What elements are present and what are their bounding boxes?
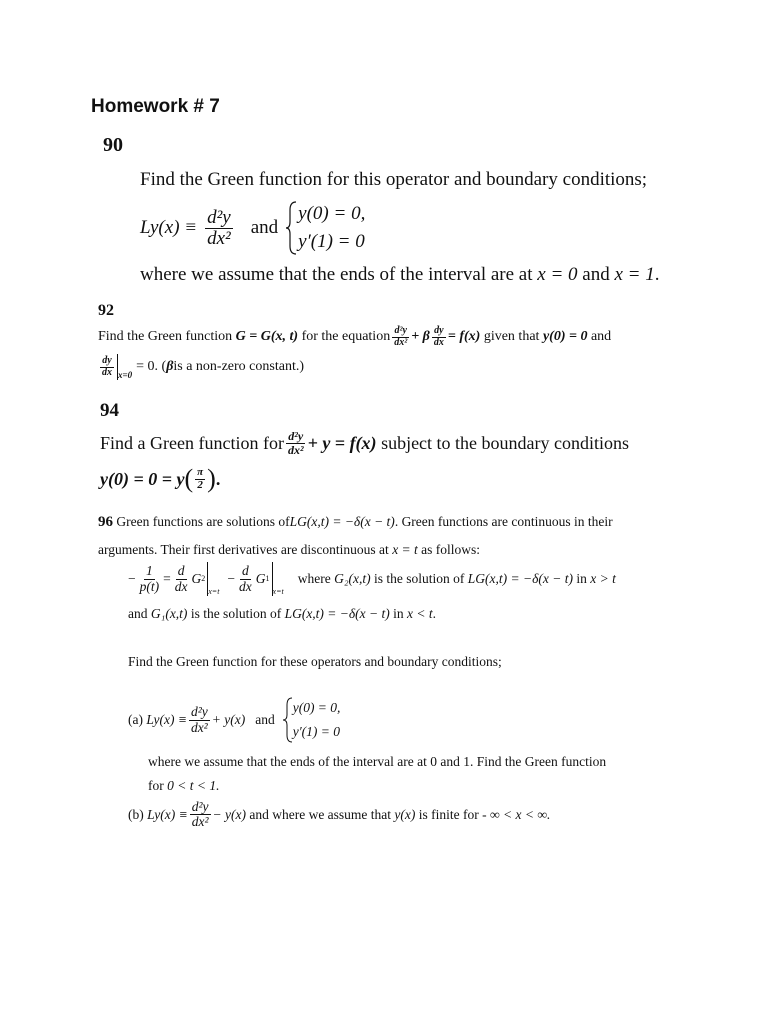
problem-96-line2: arguments. Their first derivatives are discontinuous at x = t as follows: [98,542,481,557]
page-title: Homework # 7 [91,96,220,117]
problem-90-prompt: Find the Green function for this operator and boundary conditions; [140,169,648,190]
problem-92-line1: Find the Green function G = G(x, t) for the equation $\frac{\text{d²y}}{\text{dx²}}$ + β $\frac{dy}{dx}$ = f(x) given that y(0) = 0 and [98,325,612,348]
left-brace-icon [286,200,298,256]
problem-90-number: 90 [103,134,123,156]
problem-96-number: 96 [98,514,113,530]
left-brace-icon [283,696,293,744]
problem-96a-range: for 0 < t < 1. [148,778,220,793]
problem-94-line1: Find a Green function for $\frac{\text{d²y}}{\text{dx²}}$ + y = f(x) subject to the boundary conditions [100,429,630,457]
boundary-conditions: y(0) = 0, y′(1) = 0 [298,203,366,252]
problem-96-jump-condition: − $\frac{1}{p(t)}$ = $\frac{d}{dx}$ G 2 x=t − $\frac{d}{dx}$ G 1 x=t where G₂(x,t) is the solution of LG(x,t) = −δ(x − t) in x > t [128,563,616,596]
problem-92-line2: $\frac{dy}{dx}$ x=0 = 0. ( β is a non-zero constant.) [102,355,304,380]
problem-92-number: 92 [98,302,114,319]
problem-90-equation: Ly(x) ≡ $\frac{\text{d²y}}{\text{dx²}}$ and y(0) = 0, y′(1) = 0 [140,200,365,256]
problem-96b-equation: (b) Ly(x) ≡ $\frac{\text{d²y}}{\text{dx²}}$ − y(x) and where we assume that y(x) is finite for - ∞ < x < ∞. [128,799,551,830]
problem-94-line2: y(0) = 0 = y ( $\frac{\pi}{2}$ ) . [100,464,221,493]
operator-lhs: Ly(x) ≡ [140,217,198,238]
second-derivative-fraction: $\frac{\text{d²y}}{\text{dx²}}$ [207,206,231,249]
problem-94-number: 94 [100,400,119,421]
problem-96-line1: 96 Green functions are solutions ofLG(x,t) = −δ(x − t). Green functions are continuous in their [98,514,613,530]
problem-96a-equation: (a) Ly(x) ≡ $\frac{\text{d²y}}{\text{dx²}}$ + y(x) and y(0) = 0, y′(1) = 0 [128,696,340,744]
problem-90-where: where we assume that the ends of the interval are at x = 0 and x = 1. [140,264,660,285]
problem-96a-where: where we assume that the ends of the interval are at 0 and 1. Find the Green function [148,754,607,769]
problem-96-line4: and G₁(x,t) is the solution of LG(x,t) = −δ(x − t) in x < t. [128,606,437,621]
problem-96-prompt: Find the Green function for these operators and boundary conditions; [128,654,502,669]
